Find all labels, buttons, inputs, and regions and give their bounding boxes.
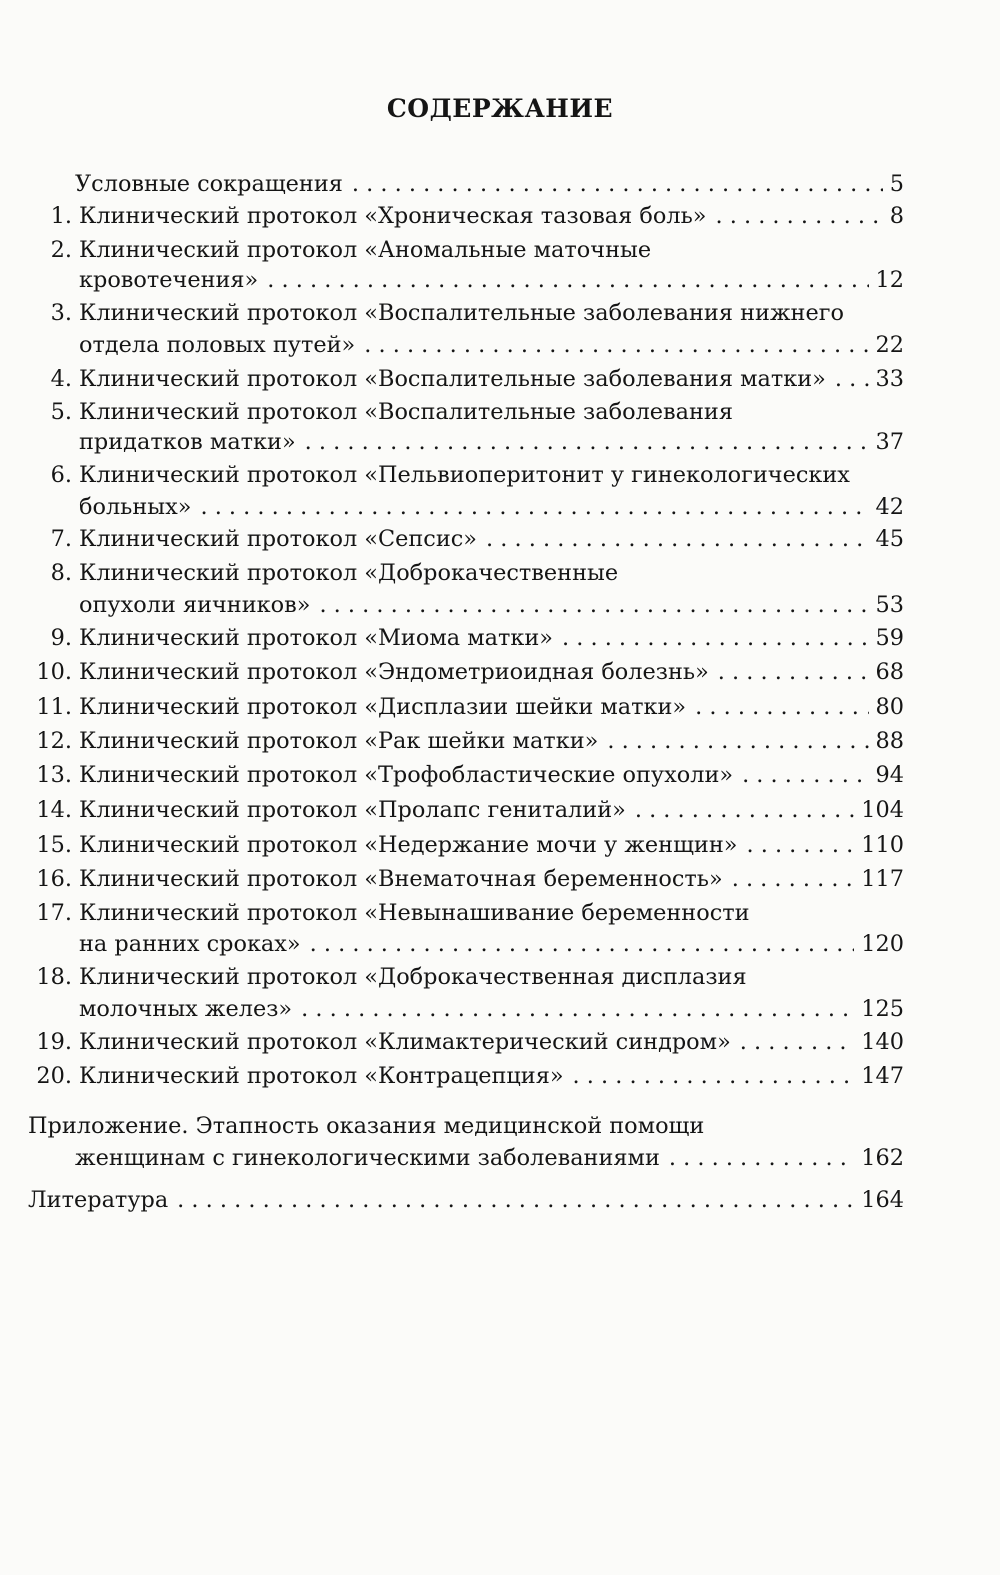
toc-leader-dots xyxy=(486,523,868,555)
toc-entry-number: 18. xyxy=(36,964,72,990)
toc-entry-title: Клинический протокол «Контрацепция» xyxy=(79,1063,564,1089)
toc-entry-number: 9. xyxy=(50,625,72,651)
toc-entry-number: 3. xyxy=(50,300,72,326)
toc-entry-number: 7. xyxy=(50,526,72,552)
toc-entry-line xyxy=(79,491,904,523)
toc-page-number: 117 xyxy=(861,866,904,892)
toc-entry-number: 14. xyxy=(36,797,72,823)
toc-entry-title: Клинический протокол «Миома матки» xyxy=(79,625,553,651)
toc-entry-line xyxy=(28,961,904,993)
toc-entry-number: 6. xyxy=(50,462,72,488)
toc-entry-number: 13. xyxy=(36,762,72,788)
toc-page-number: 125 xyxy=(861,996,904,1022)
toc-page-number: 53 xyxy=(875,592,904,618)
toc-page-number: 140 xyxy=(861,1029,904,1055)
toc-leader-dots xyxy=(740,1026,854,1058)
toc-page-number: 80 xyxy=(875,694,904,720)
toc-entry-line xyxy=(79,329,904,361)
toc-page-number: 37 xyxy=(875,429,904,455)
toc-entry-line xyxy=(75,168,904,200)
toc-entry-line xyxy=(28,1110,904,1142)
toc-entry-line xyxy=(75,1142,904,1174)
toc-entry-line xyxy=(44,234,904,266)
toc-leader-dots xyxy=(200,491,868,523)
toc-leader-dots xyxy=(305,426,869,458)
toc-entry-number: 1. xyxy=(50,203,72,229)
toc-leader-dots xyxy=(301,993,854,1025)
toc-leader-dots xyxy=(835,363,869,395)
toc-page-number: 45 xyxy=(875,526,904,552)
toc-entry-line xyxy=(44,523,904,555)
toc-entry-title: Клинический протокол «Внематочная беременность» xyxy=(79,866,723,892)
toc-entry-title: кровотечения» xyxy=(79,267,259,293)
toc-entry-line xyxy=(79,264,904,296)
toc-leader-dots xyxy=(319,589,868,621)
toc-page-number: 42 xyxy=(875,494,904,520)
toc-entry-title: Клинический протокол «Пельвиоперитонит у гинекологических xyxy=(79,462,850,488)
toc-page-number: 33 xyxy=(875,366,904,392)
toc-page-number: 59 xyxy=(875,625,904,651)
toc-entry-title: Клинический протокол «Пролапс гениталий» xyxy=(79,797,626,823)
toc-entry-line xyxy=(28,656,904,688)
toc-entry-title: Клинический протокол «Хроническая тазовая боль» xyxy=(79,203,707,229)
toc-entry-number: 19. xyxy=(36,1029,72,1055)
toc-entry-title: Клинический протокол «Доброкачественная дисплазия xyxy=(79,964,747,990)
toc-entry-title: Клинический протокол «Рак шейки матки» xyxy=(79,728,599,754)
toc-entry-line xyxy=(28,1026,904,1058)
toc-entry-title: Клинический протокол «Воспалительные заболевания матки» xyxy=(79,366,826,392)
toc-entry-line xyxy=(28,794,904,826)
toc-entry-line xyxy=(44,557,904,589)
toc-entry-title: Литература xyxy=(28,1187,169,1213)
toc-leader-dots xyxy=(715,200,882,232)
toc-entry-line xyxy=(28,725,904,757)
toc-page-number: 164 xyxy=(861,1187,904,1213)
toc-entry-title: Клинический протокол «Воспалительные заболевания нижнего xyxy=(79,300,844,326)
toc-entry-number: 15. xyxy=(36,832,72,858)
toc-page-number: 162 xyxy=(861,1145,904,1171)
toc-page-number: 104 xyxy=(861,797,904,823)
toc-entry-line xyxy=(44,363,904,395)
toc-entry-line xyxy=(44,297,904,329)
toc-entry-line xyxy=(44,622,904,654)
toc-leader-dots xyxy=(364,329,868,361)
toc-entry-title: Клинический протокол «Климактерический синдром» xyxy=(79,1029,731,1055)
toc-page-number: 68 xyxy=(875,659,904,685)
toc-page-number: 88 xyxy=(875,728,904,754)
toc-leader-dots xyxy=(742,759,868,791)
toc-entry-number: 8. xyxy=(50,560,72,586)
toc-page-number: 110 xyxy=(861,832,904,858)
toc-page-number: 12 xyxy=(875,267,904,293)
toc-leader-dots xyxy=(669,1142,854,1174)
toc-entry-line xyxy=(28,759,904,791)
toc-entry-line xyxy=(79,928,904,960)
toc-leader-dots xyxy=(573,1060,855,1092)
toc-entry-title: Клинический протокол «Недержание мочи у женщин» xyxy=(79,832,738,858)
toc-entry-line xyxy=(28,863,904,895)
toc-entry-number: 17. xyxy=(36,900,72,926)
toc-entry-title: на ранних сроках» xyxy=(79,931,301,957)
toc-entry-line xyxy=(79,426,904,458)
toc-leader-dots xyxy=(732,863,855,895)
toc-entry-title: Приложение. Этапность оказания медицинской помощи xyxy=(28,1113,705,1139)
toc-entry-line xyxy=(44,459,904,491)
toc-entry-line xyxy=(79,589,904,621)
toc-entry-title: Клинический протокол «Доброкачественные xyxy=(79,560,619,586)
toc-entry-title: больных» xyxy=(79,494,192,520)
toc-page-number: 147 xyxy=(861,1063,904,1089)
toc-entry-title: Клинический протокол «Невынашивание беременности xyxy=(79,900,750,926)
toc-page-number: 120 xyxy=(861,931,904,957)
toc-entry-number: 10. xyxy=(36,659,72,685)
toc-leader-dots xyxy=(607,725,868,757)
toc-leader-dots xyxy=(177,1184,854,1216)
toc-entry-line xyxy=(28,829,904,861)
page-title: СОДЕРЖАНИЕ xyxy=(386,94,614,123)
toc-entry-line xyxy=(28,1060,904,1092)
toc-entry-line xyxy=(28,897,904,929)
toc-leader-dots xyxy=(267,264,868,296)
toc-leader-dots xyxy=(746,829,854,861)
toc-entry-title: женщинам с гинекологическими заболеваниями xyxy=(75,1145,660,1171)
toc-page-number: 8 xyxy=(889,203,904,229)
toc-entry-title: Клинический протокол «Сепсис» xyxy=(79,526,478,552)
toc-entry-title: Условные сокращения xyxy=(75,171,343,197)
toc-entry-title: опухоли яичников» xyxy=(79,592,311,618)
toc-page-number: 22 xyxy=(875,332,904,358)
toc-leader-dots xyxy=(562,622,869,654)
toc-entry-title: Клинический протокол «Дисплазии шейки матки» xyxy=(79,694,687,720)
toc-entry-line xyxy=(28,691,904,723)
toc-entry-number: 2. xyxy=(50,237,72,263)
toc-entry-number: 4. xyxy=(50,366,72,392)
toc-entry-line xyxy=(44,396,904,428)
toc-entry-line xyxy=(44,200,904,232)
toc-entry-number: 20. xyxy=(36,1063,72,1089)
toc-leader-dots xyxy=(310,928,855,960)
toc-entry-title: Клинический протокол «Аномальные маточные xyxy=(79,237,652,263)
toc-entry-line xyxy=(28,1184,904,1216)
toc-entry-number: 16. xyxy=(36,866,72,892)
toc-leader-dots xyxy=(635,794,854,826)
toc-page-number: 5 xyxy=(889,171,904,197)
toc-entry-title: придатков матки» xyxy=(79,429,296,455)
toc-page-number: 94 xyxy=(875,762,904,788)
toc-entry-title: Клинический протокол «Эндометриоидная болезнь» xyxy=(79,659,709,685)
toc-entry-number: 12. xyxy=(36,728,72,754)
toc-entry-title: молочных желез» xyxy=(79,996,293,1022)
toc-entry-title: отдела половых путей» xyxy=(79,332,356,358)
toc-entry-number: 11. xyxy=(36,694,72,720)
toc-leader-dots xyxy=(695,691,868,723)
toc-entry-number: 5. xyxy=(50,399,72,425)
toc-leader-dots xyxy=(718,656,869,688)
toc-entry-title: Клинический протокол «Трофобластические опухоли» xyxy=(79,762,734,788)
toc-entry-title: Клинический протокол «Воспалительные заболевания xyxy=(79,399,733,425)
toc-entry-line xyxy=(79,993,904,1025)
toc-leader-dots xyxy=(352,168,883,200)
